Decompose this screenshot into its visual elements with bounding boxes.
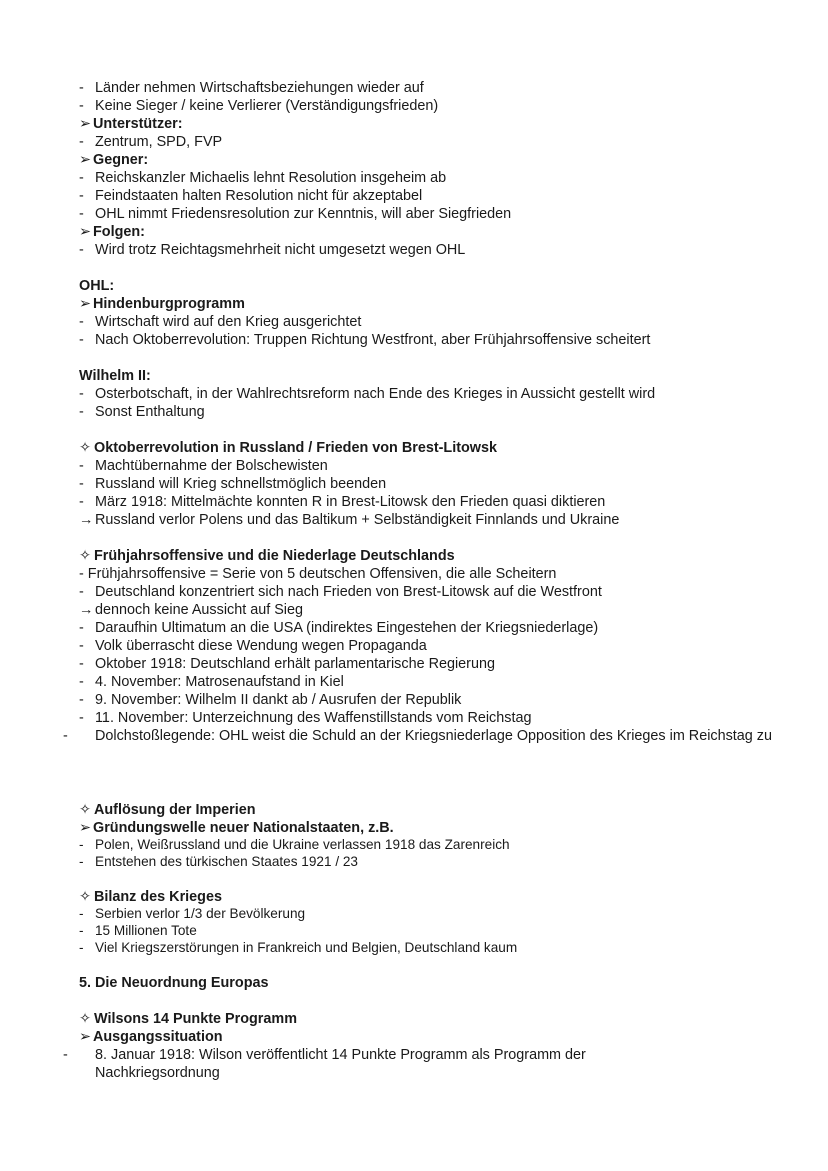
diamond-icon: ✧ [79,889,92,905]
diamond-icon: ✧ [79,440,92,456]
section-heading [79,888,808,906]
list-item-text: Wird trotz Reichtagsmehrheit nicht umgesetzt wegen OHL [95,242,466,258]
list-item-text: Zentrum, SPD, FVP [95,134,223,150]
list-item-text: 11. November: Unterzeichnung des Waffenstillstands vom Reichstag [95,710,532,726]
dash-marker: - [63,728,68,744]
list-item [79,939,808,957]
section-heading [79,367,808,385]
subheading-text: Unterstützer: [93,116,183,132]
dash-marker: - [79,692,84,708]
list-item [79,385,808,403]
list-item-text: Russland will Krieg schnellstmöglich beenden [95,476,387,492]
list-item [79,655,808,673]
list-item [79,457,808,475]
list-item [79,905,808,923]
list-item [79,583,808,601]
list-item-text: Volk überrascht diese Wendung wegen Propaganda [95,638,427,654]
list-item-text: Serbien verlor 1/3 der Bevölkerung [95,906,306,921]
list-item [79,169,808,187]
dash-marker: - [79,404,84,420]
subheading [79,1028,808,1046]
section-heading [79,439,808,457]
subheading [79,819,808,837]
list-item [79,619,808,637]
dash-marker: - [79,332,84,348]
dash-marker: - [79,80,84,96]
dash-marker: - [79,584,84,600]
section-heading [79,801,808,819]
section-heading-text: Oktoberrevolution in Russland / Frieden von Brest-Litowsk [94,440,497,456]
list-item-text: Osterbotschaft, in der Wahlrechtsreform nach Ende des Krieges in Aussicht gestellt wird [95,386,656,402]
dash-marker: - [79,458,84,474]
list-item [79,691,808,709]
dash-marker: - [79,710,84,726]
chevron-icon: ➢ [79,820,92,836]
section-heading [79,277,808,295]
list-item [79,403,808,421]
arrow-right-icon: → [79,512,94,528]
list-item-text: Viel Kriegszerstörungen in Frankreich und Belgien, Deutschland kaum [95,940,518,955]
subheading-text: Gründungswelle neuer Nationalstaaten, z.B. [93,820,394,836]
subheading [79,115,808,133]
list-item-text: Nach Oktoberrevolution: Truppen Richtung Westfront, aber Frühjahrsoffensive scheitert [95,332,651,348]
list-item [79,79,808,97]
section-heading-text: OHL: [79,278,115,294]
list-item [79,313,808,331]
list-item-text: 4. November: Matrosenaufstand in Kiel [95,674,344,690]
dash-marker: - [79,656,84,672]
subheading-text: Gegner: [93,152,149,168]
dash-marker: - [79,134,84,150]
section-heading-text: Frühjahrsoffensive und die Niederlage Deutschlands [94,548,455,564]
dash-marker: - [79,314,84,330]
subheading-text: Ausgangssituation [93,1029,223,1045]
list-item-text: Deutschland konzentriert sich nach Frieden von Brest-Litowsk auf die Westfront [95,584,602,600]
subheading [79,223,808,241]
subheading-text: Folgen: [93,224,145,240]
subheading [79,295,808,313]
list-item [79,709,808,727]
list-item [79,601,808,619]
list-item [63,1046,675,1082]
list-item-text: 8. Januar 1918: Wilson veröffentlicht 14 Punkte Programm als Programm der Nachkriegsordnung [95,1047,586,1081]
chevron-icon: ➢ [79,116,92,132]
list-item-text: 9. November: Wilhelm II dankt ab / Ausrufen der Republik [95,692,462,708]
chapter-heading-text: 5. Die Neuordnung Europas [79,975,269,991]
list-item [79,922,808,940]
list-item-text: Entstehen des türkischen Staates 1921 / 23 [95,854,358,869]
dash-marker: - [79,494,84,510]
dash-marker: - [79,188,84,204]
list-item [79,331,808,349]
chevron-icon: ➢ [79,1029,92,1045]
dash-marker: - [79,386,84,402]
list-item-text: Machtübernahme der Bolschewisten [95,458,328,474]
list-item-text: Daraufhin Ultimatum an die USA (indirektes Eingestehen der Kriegsniederlage) [95,620,599,636]
list-item [79,836,808,854]
list-item-text: Polen, Weißrussland und die Ukraine verlassen 1918 das Zarenreich [95,837,510,852]
list-item-text: Wirtschaft wird auf den Krieg ausgerichtet [95,314,362,330]
list-item-text: März 1918: Mittelmächte konnten R in Brest-Litowsk den Frieden quasi diktieren [95,494,606,510]
list-item-text: Feindstaaten halten Resolution nicht für akzeptabel [95,188,423,204]
dash-marker: - [79,906,84,921]
list-item [79,511,808,529]
dash-marker: - [79,923,84,938]
list-item [63,727,795,745]
dash-marker: - [79,98,84,114]
dash-marker: - [79,620,84,636]
list-item [79,565,808,583]
dash-marker: - [79,242,84,258]
dash-marker: - [79,170,84,186]
chevron-icon: ➢ [79,296,92,312]
list-item-text: Dolchstoßlegende: OHL weist die Schuld an der Kriegsniederlage Opposition des Krieges im Reichstag zu [95,728,772,744]
subheading [79,151,808,169]
list-item-text: Länder nehmen Wirtschaftsbeziehungen wieder auf [95,80,424,96]
list-item [79,673,808,691]
subheading-text: Hindenburgprogramm [93,296,245,312]
chevron-icon: ➢ [79,224,92,240]
dash-marker: - [79,940,84,955]
list-item [79,187,808,205]
chevron-icon: ➢ [79,152,92,168]
list-item-text: Reichskanzler Michaelis lehnt Resolution insgeheim ab [95,170,447,186]
section-heading-text: Wilhelm II: [79,368,151,384]
list-item-text: Oktober 1918: Deutschland erhält parlamentarische Regierung [95,656,495,672]
diamond-icon: ✧ [79,802,92,818]
dash-marker: - [79,638,84,654]
section-heading [79,1010,808,1028]
section-heading-text: Wilsons 14 Punkte Programm [94,1011,297,1027]
list-item [79,493,808,511]
list-item-text: 15 Millionen Tote [95,923,197,938]
dash-marker: - [79,206,84,222]
list-item [79,205,808,223]
section-heading-text: Bilanz des Krieges [94,889,222,905]
list-item-text: Sonst Enthaltung [95,404,205,420]
list-item [79,241,808,259]
list-item-text: dennoch keine Aussicht auf Sieg [95,602,304,618]
dash-marker: - [63,1047,68,1063]
list-item-text: Keine Sieger / keine Verlierer (Verständigungsfrieden) [95,98,439,114]
list-item [79,853,808,871]
arrow-right-icon: → [79,602,94,618]
list-item-text: - Frühjahrsoffensive = Serie von 5 deutschen Offensiven, die alle Scheitern [79,566,557,582]
dash-marker: - [79,674,84,690]
diamond-icon: ✧ [79,548,92,564]
list-item [79,97,808,115]
chapter-heading [79,974,808,992]
list-item [79,475,808,493]
section-heading [79,547,808,565]
dash-marker: - [79,854,84,869]
dash-marker: - [79,476,84,492]
section-heading-text: Auflösung der Imperien [94,802,256,818]
dash-marker: - [79,837,84,852]
diamond-icon: ✧ [79,1011,92,1027]
list-item [79,133,808,151]
list-item-text: Russland verlor Polens und das Baltikum + Selbständigkeit Finnlands und Ukraine [95,512,620,528]
list-item [79,637,808,655]
list-item-text: OHL nimmt Friedensresolution zur Kenntnis, will aber Siegfrieden [95,206,512,222]
